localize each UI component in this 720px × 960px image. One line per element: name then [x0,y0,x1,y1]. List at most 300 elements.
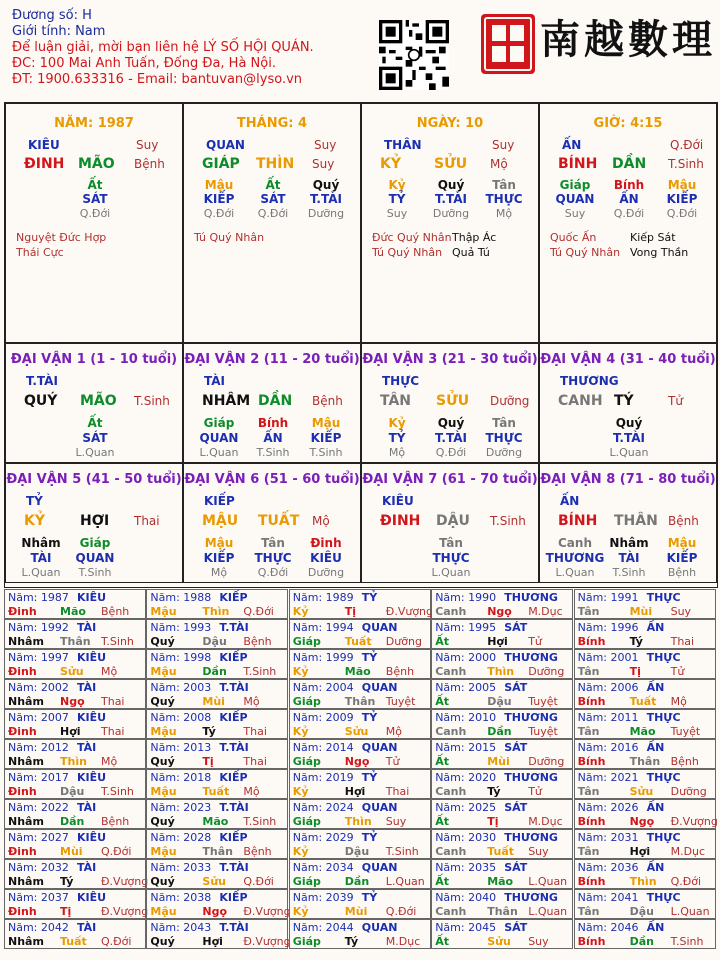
dai-van-cell [5,463,183,583]
hidden-stem: Tân [261,536,285,550]
year-label: Năm: 2042 [8,921,69,934]
year-can: Ất [435,935,449,948]
dai-van-title: ĐẠI VẬN 4 (31 - 40 tuổi) [540,352,716,367]
brand-logo: 南越數理 [540,16,716,63]
year-label: Năm: 1988 [150,591,212,604]
dai-van-status: T.Sinh [134,394,170,408]
year-can: Canh [435,845,467,858]
year-label: Năm: 2038 [150,891,212,904]
year-chi: Dần [487,725,512,738]
year-star: THỰC [646,711,681,724]
year-star: THỰC [646,591,681,604]
year-chi: Dậu [629,905,654,918]
pillar-chi: THÌN [256,156,295,172]
year-cell [4,709,146,739]
dai-van-star: TỶ [26,494,43,508]
note-left: Nguyệt Đức Hợp [16,231,107,244]
year-can: Ất [435,815,449,828]
year-label: Năm: 2015 [435,741,497,754]
pillar-grid [4,102,718,588]
year-chi: Mùi [60,845,83,858]
year-label: Năm: 2027 [8,831,69,844]
qr-code-icon[interactable] [379,20,449,90]
year-label: Năm: 2033 [150,861,212,874]
hidden-stem: Ất [265,178,281,192]
year-cell [146,709,288,739]
year-label: Năm: 1992 [8,621,69,634]
dai-van-chi: TÝ [614,393,634,409]
year-chi: Tý [487,785,501,798]
dai-van-status: T.Sinh [490,514,526,528]
year-star: TÀI [77,621,97,634]
year-star: TÀI [77,801,97,814]
year-cell [289,799,431,829]
year-chi: Ngọ [344,755,370,768]
year-can: Đinh [8,905,37,918]
year-cell [146,739,288,769]
year-can: Mậu [150,605,177,618]
year-cell [4,589,146,619]
hidden-stem: Bính [257,416,289,430]
year-status: L.Quan [385,875,425,888]
year-chi: Hợi [344,785,366,798]
year-label: Năm: 1990 [435,591,497,604]
year-star: QUAN [361,681,398,694]
year-can: Tân [577,605,600,618]
hidden-star: KIẾP [666,192,698,206]
year-chi: Tý [344,935,359,948]
dai-van-can: MẬU [202,513,239,529]
year-status: Đ.Vượng [670,815,718,828]
year-label: Năm: 1999 [292,651,354,664]
year-cell [289,649,431,679]
hidden-state: Mộ [210,566,228,579]
dai-van-star: THƯƠNG [560,374,619,388]
year-chi: Hợi [629,845,651,858]
hidden-stem: Kỷ [388,178,406,192]
year-star: QUAN [361,861,398,874]
year-chi: Tị [344,605,357,618]
year-can: Giáp [292,635,321,648]
hidden-state: Q.Đới [203,207,235,220]
note-left: Tú Quý Nhân [550,246,621,259]
year-cell [574,649,716,679]
hidden-star: SÁT [82,192,108,206]
year-chi: Tý [629,635,643,648]
year-cell [431,829,573,859]
year-cell [289,889,431,919]
year-status: Mộ [101,755,118,768]
year-cell [574,769,716,799]
hidden-stem: Giáp [203,416,235,430]
year-label: Năm: 2008 [150,711,212,724]
hidden-stem: Giáp [559,178,591,192]
dai-van-can: QUÝ [24,393,58,409]
year-chi: Tuất [344,635,372,648]
hidden-stem: Mậu [204,178,234,192]
hidden-state: Dưỡng [307,566,345,579]
hidden-star: KIẾP [203,551,235,565]
year-chi: Tị [60,905,72,918]
hidden-state: T.Sinh [256,446,290,459]
hidden-state: Dưỡng [485,446,523,459]
year-can: Quý [150,635,175,648]
year-can: Canh [435,605,467,618]
year-chi: Tuất [629,695,657,708]
year-chi: Dậu [60,785,85,798]
year-chi: Dần [202,665,227,678]
year-cell [289,739,431,769]
year-can: Đinh [8,605,37,618]
year-label: Năm: 2035 [435,861,497,874]
hidden-stem: Ất [87,416,103,430]
year-status: T.Sinh [670,935,704,948]
year-cell [4,679,146,709]
year-status: Bệnh [670,755,699,768]
year-can: Nhâm [8,935,44,948]
year-label: Năm: 2034 [292,861,354,874]
year-chi: Dậu [487,695,512,708]
year-can: Quý [150,815,175,828]
year-label: Năm: 2018 [150,771,212,784]
pillar-can: GIÁP [202,156,240,172]
year-status: Suy [528,935,549,948]
hidden-stem: Kỷ [388,416,406,430]
year-label: Năm: 2005 [435,681,497,694]
hidden-state: Q.Đới [257,566,289,579]
year-can: Tân [577,785,600,798]
year-cell [431,799,573,829]
year-star: SÁT [504,801,528,814]
year-star: KIẾP [219,651,248,664]
year-status: Đ.Vượng [385,605,433,618]
year-can: Mậu [150,905,177,918]
year-chi: Sửu [60,665,84,678]
year-can: Ất [435,695,449,708]
year-cell [146,919,291,949]
year-star: SÁT [504,681,528,694]
hidden-state: L.Quan [555,566,595,579]
year-can: Mậu [150,665,177,678]
year-status: Tử [528,785,542,798]
year-chi: Sửu [202,875,226,888]
pillar-state: Suy [136,138,159,152]
dai-van-star: THỰC [382,374,420,388]
year-status: M.Dục [528,605,563,618]
dai-van-title: ĐẠI VẬN 6 (51 - 60 tuổi) [184,472,360,487]
hidden-state: T.Sinh [78,566,112,579]
year-star: KIẾP [219,831,248,844]
year-status: Tuyệt [528,695,558,708]
year-cell [574,709,716,739]
year-cell [574,889,716,919]
address: ĐC: 100 Mai Anh Tuấn, Đống Đa, Hà Nội. [12,56,276,71]
hidden-state: Q.Đới [666,207,698,220]
pillar-cell [361,103,539,343]
year-status: Tuyệt [670,725,701,738]
year-label: Năm: 2030 [435,831,497,844]
year-status: Thai [670,635,695,648]
year-star: KIÊU [77,651,107,664]
dai-van-can: ĐINH [380,513,421,529]
year-star: TỶ [361,591,378,604]
year-star: SÁT [504,921,528,934]
year-star: ẤN [646,741,665,754]
year-cell [4,859,149,889]
year-status: Mộ [385,725,403,738]
year-chi: Thân [344,695,376,708]
pillar-chi: DẦN [612,156,647,172]
year-can: Quý [150,755,175,768]
year-status: Thai [243,755,267,768]
dai-van-can: CANH [558,393,603,409]
year-cell [289,829,431,859]
year-can: Tân [577,905,600,918]
pillar-cell [183,103,361,343]
year-chi: Tuất [202,785,230,798]
dai-van-chi: SỬU [436,393,470,409]
year-label: Năm: 2039 [292,891,354,904]
contact-intro: Để luận giải, mời bạn liên hệ LÝ SỐ HỘI QUÁN. [12,40,314,55]
note-left: Đức Quý Nhân [372,231,452,244]
year-cell [146,679,288,709]
year-chi: Mão [344,665,371,678]
year-star: THƯƠNG [504,651,558,664]
year-can: Đinh [8,665,37,678]
pillar-title: GIỜ: 4:15 [593,116,663,131]
pillar-status: Mộ [490,157,508,171]
note-left: Quốc Ấn [550,231,597,244]
year-can: Bính [577,815,606,828]
year-chi: Dậu [344,845,370,858]
year-status: T.Sinh [101,635,134,648]
year-cell [289,919,431,949]
year-cell [4,799,146,829]
year-star: ẤN [646,861,665,874]
hidden-star: SÁT [82,431,108,445]
year-status: Q.Đới [243,875,274,888]
hidden-star: SÁT [260,192,286,206]
year-star: KIÊU [77,831,107,844]
gender: Giới tính: Nam [12,24,106,39]
year-can: Kỷ [292,905,309,918]
year-chi: Ngọ [487,605,512,618]
year-can: Ất [435,635,449,648]
hidden-star: KIẾP [666,551,698,565]
year-chi: Thìn [60,755,87,768]
hidden-star: KIÊU [310,551,342,565]
dai-van-chi: DẬU [436,513,470,529]
year-can: Kỷ [292,665,309,678]
hidden-state: Q.Đới [613,207,645,220]
year-status: T.Sinh [243,815,277,828]
year-star: SÁT [504,741,528,754]
year-chi: Thìn [344,815,372,828]
dai-van-can: TÂN [380,393,412,409]
year-cell [146,889,291,919]
year-can: Bính [577,635,606,648]
year-label: Năm: 2016 [577,741,639,754]
dai-van-title: ĐẠI VẬN 5 (41 - 50 tuổi) [6,472,182,487]
hidden-stem: Quý [312,178,340,192]
hidden-star: QUAN [75,551,115,565]
year-star: THỰC [646,771,681,784]
year-label: Năm: 2010 [435,711,497,724]
hidden-star: T.TÀI [310,192,342,206]
year-label: Năm: 1987 [8,591,69,604]
dai-van-status: Dưỡng [490,394,530,408]
hidden-star: KIẾP [203,192,235,206]
year-can: Tân [577,665,600,678]
year-cell [431,919,573,949]
year-star: QUAN [361,621,398,634]
year-star: KIÊU [77,891,107,904]
year-status: Thai [243,725,267,738]
year-star: THƯƠNG [504,891,558,904]
dai-van-cell [539,343,717,463]
hidden-stem: Đinh [310,536,342,550]
year-label: Năm: 2046 [577,921,639,934]
year-star: TÀI [77,921,97,934]
year-star: T.TÀI [219,621,249,634]
year-cell [146,829,288,859]
dai-van-cell [183,463,361,583]
year-status: Suy [528,845,549,858]
year-cell [289,589,431,619]
year-status: Thai [385,785,410,798]
year-cell [574,589,716,619]
year-can: Giáp [292,875,321,888]
hidden-state: Q.Đới [79,207,111,220]
year-chi: Tý [202,725,216,738]
year-chi: Mão [60,605,86,618]
hidden-stem: Ất [87,178,103,192]
year-label: Năm: 2043 [150,921,212,934]
year-can: Giáp [292,755,321,768]
year-cell [146,769,288,799]
year-chi: Sửu [629,785,654,798]
year-chi: Hợi [487,635,508,648]
note-left: Thái Cực [16,246,64,259]
dai-van-can: NHÂM [202,393,251,409]
hidden-stem: Tân [492,416,516,430]
year-can: Kỷ [292,785,309,798]
year-star: KIÊU [77,591,107,604]
year-status: Thai [101,695,125,708]
year-chi: Thân [629,755,661,768]
year-can: Bính [577,695,606,708]
year-cell [146,649,288,679]
year-star: KIẾP [219,891,248,904]
year-chi: Mùi [487,755,510,768]
hidden-state: L.Quan [75,446,115,459]
year-chi: Thìn [629,875,657,888]
pillar-title: NGÀY: 10 [416,116,484,131]
year-status: Q.Đới [243,605,274,618]
year-star: TÀI [77,861,97,874]
year-can: Ất [435,755,449,768]
year-status: T.Sinh [101,785,134,798]
year-star: SÁT [504,861,528,874]
year-cell [574,829,716,859]
year-chi: Thìn [487,665,515,678]
year-chi: Ngọ [60,695,85,708]
hidden-state: Dưỡng [307,207,345,220]
hidden-stem: Quý [437,416,465,430]
hidden-star: T.TÀI [435,431,467,445]
year-cell [289,769,431,799]
year-star: THỰC [646,831,681,844]
year-cell [4,829,146,859]
dai-van-star: KIẾP [204,494,235,508]
year-status: Suy [670,605,692,618]
year-chi: Dần [629,935,654,948]
year-cell [289,859,431,889]
year-status: Tử [528,635,542,648]
hidden-stem: Mậu [667,178,697,192]
pillar-status: Suy [312,157,335,171]
year-status: Q.Đới [670,875,702,888]
hidden-stem: Tân [439,536,463,550]
year-star: TỶ [361,711,378,724]
dai-van-status: Mộ [312,514,330,528]
hidden-stem: Nhâm [21,536,61,550]
year-can: Bính [577,755,606,768]
year-chi: Tị [202,755,214,768]
year-star: QUAN [361,921,398,934]
pillar-status: T.Sinh [668,157,704,171]
year-cell [431,859,573,889]
year-star: ẤN [646,681,665,694]
hidden-stem: Quý [437,178,465,192]
year-chi: Tị [487,815,499,828]
dai-van-chi: DẦN [258,393,293,409]
year-can: Bính [577,935,606,948]
year-star: T.TÀI [219,681,249,694]
year-label: Năm: 2000 [435,651,497,664]
year-star: THỰC [646,891,681,904]
year-star: ẤN [646,621,665,634]
year-cell [431,709,573,739]
phone-email[interactable]: ĐT: 1900.633316 - Email: bantuvan@lyso.vn [12,72,303,87]
year-chi: Hợi [60,725,81,738]
year-chi: Tuất [60,935,87,948]
year-status: Bệnh [101,815,130,828]
note-right: Vong Thần [630,246,689,259]
hidden-star: ẤN [263,431,283,445]
year-status: Mộ [101,665,118,678]
year-label: Năm: 2022 [8,801,69,814]
year-can: Nhâm [8,815,44,828]
pillar-cell [539,103,717,343]
year-status: Q.Đới [101,935,132,948]
year-status: Tử [385,755,400,768]
dai-van-status: Thai [134,514,160,528]
year-star: THƯƠNG [504,591,558,604]
dai-van-star: KIÊU [382,494,414,508]
year-chi: Mùi [344,905,368,918]
dai-van-chi: THÂN [614,513,658,529]
hidden-star: THƯƠNG [545,551,605,565]
hidden-stem: Mậu [204,536,234,550]
year-status: Dưỡng [670,785,707,798]
year-chi: Mùi [202,695,225,708]
year-status: Bệnh [385,665,415,678]
year-cell [289,679,431,709]
year-cell [574,799,716,829]
year-chi: Thân [202,845,233,858]
hidden-stem: Tân [492,178,516,192]
